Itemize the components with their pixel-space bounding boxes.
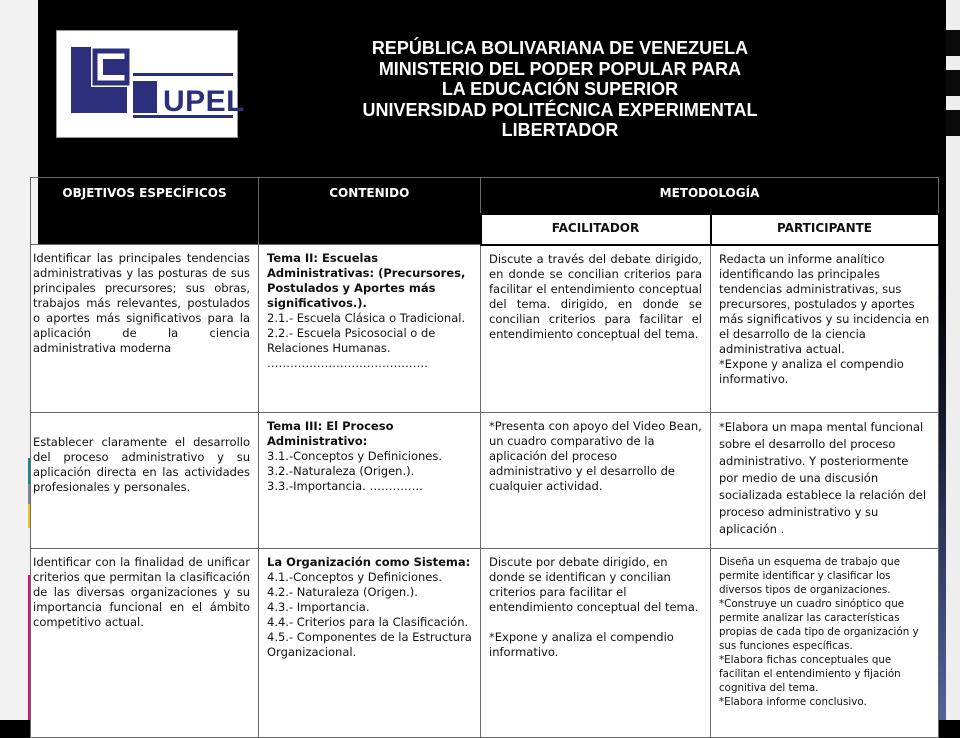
contenido-item: 4.5.- Componentes de la Estructura Organizacional.: [267, 630, 472, 659]
logo-emblem-icon: [57, 31, 237, 137]
contenido-cell: [259, 549, 481, 738]
contenido-cell: [259, 413, 481, 549]
participante-cell: *Elabora un mapa mental funcional sobre el desarrollo del proceso administrativo. Y posteriormente por medio de una discusión socializada establece la relación del proceso administrativo y su aplicación .: [711, 413, 939, 549]
contenido-item: 4.2.- Naturaleza (Origen.).: [267, 585, 418, 599]
contenido-item: ……………………………………: [267, 356, 428, 370]
participante-cell: [711, 245, 939, 413]
contenido-item: 3.3.-Importancia. …………..: [267, 479, 423, 493]
contenido-item: 3.2.-Naturaleza (Origen.).: [267, 464, 415, 478]
table-row: [31, 549, 939, 738]
participante-item: *Elabora fichas conceptuales que facilitan el entendimiento y fijación cognitiva del tema.: [719, 654, 901, 694]
institution-header: [290, 38, 830, 141]
contenido-item: 4.4.- Criterios para la Clasificación.: [267, 615, 469, 629]
participante-item: *Elabora informe conclusivo.: [719, 696, 867, 708]
contenido-title: La Organización como Sistema:: [267, 555, 471, 569]
participante-cell: [711, 549, 939, 738]
header-line-5: LIBERTADOR: [501, 120, 619, 140]
header-facilitador: FACILITADOR: [481, 214, 711, 245]
table-row: [31, 245, 939, 413]
table-row: [31, 413, 939, 549]
contenido-item: 2.1.- Escuela Clásica o Tradicional.: [267, 311, 466, 325]
facilitador-cell: *Presenta con apoyo del Video Bean, un cuadro comparativo de la aplicación del proceso administrativo y el desarrollo de cualquier actividad.: [481, 413, 711, 549]
contenido-title: Tema III: El Proceso Administrativo:: [267, 419, 394, 448]
course-plan-table: [30, 177, 940, 738]
header-line-3: LA EDUCACIÓN SUPERIOR: [441, 79, 679, 99]
contenido-item: 4.3.- Importancia.: [267, 600, 370, 614]
facilitador-item: *Expone y analiza el compendio informativo.: [489, 630, 674, 659]
participante-item: Redacta un informe analítico identificando las principales tendencias administrativas, sus precursores, postulados y aportes más significativos y su incidencia en el desarrollo de la ciencia administrativa actual.: [719, 251, 930, 356]
participante-item: Diseña un esquema de trabajo que permite identificar y clasificar los diversos tipos de organizaciones.: [719, 556, 901, 596]
objetivo-cell: Establecer claramente el desarrollo del proceso administrativo y su aplicación directa en las actividades profesionales y personales.: [31, 413, 259, 549]
right-decorative-edge: [946, 0, 960, 720]
header-objetivos: OBJETIVOS ESPECÍFICOS: [31, 178, 259, 245]
participante-item: *Expone y analiza el compendio informativo.: [719, 356, 904, 386]
contenido-item: 2.2.- Escuela Psicosocial o de Relaciones Humanas.: [267, 326, 436, 355]
contenido-title: Tema II: Escuelas Administrativas: (Precursores, Postulados y Aportes más significativos.).: [267, 251, 466, 310]
contenido-cell: [259, 245, 481, 413]
header-participante: PARTICIPANTE: [711, 214, 939, 245]
header-line-4: UNIVERSIDAD POLITÉCNICA EXPERIMENTAL: [362, 99, 758, 120]
header-line-2: MINISTERIO DEL PODER POPULAR PARA: [378, 58, 742, 79]
header-contenido: CONTENIDO: [259, 178, 481, 245]
objetivo-cell: Identificar las principales tendencias administrativas y las posturas de sus principales precursores; sus obras, trabajos más relevantes, postulados o aportes más significativos para la aplicación de la ciencia administrativa moderna: [31, 245, 259, 413]
facilitador-item: Discute por debate dirigido, en donde se identifican y concilian criterios para facilitar el entendimiento conceptual del tema.: [489, 555, 699, 614]
header-metodologia: METODOLOGÍA: [481, 178, 939, 214]
upel-logo: [56, 30, 246, 138]
contenido-item: 4.1.-Conceptos y Definiciones.: [267, 570, 443, 584]
header-line-1: REPÚBLICA BOLIVARIANA DE VENEZUELA: [371, 38, 749, 58]
contenido-item: 3.1.-Conceptos y Definiciones.: [267, 449, 443, 463]
facilitador-cell: Discute a través del debate dirigido, en donde se concilian criterios para facilitar el entendimiento conceptual del tema. dirigido, en donde se concilian criterios para facilitar el entendimiento conceptual del tema.: [481, 245, 711, 413]
participante-item: *Construye un cuadro sinóptico que permite analizar las características propias de cada tipo de organización y sus funciones específicas.: [719, 598, 919, 652]
objetivo-cell: Identificar con la finalidad de unificar criterios que permitan la clasificación de las diversas organizaciones y su importancia funcional en el ámbito competitivo actual.: [31, 549, 259, 738]
facilitador-cell: [481, 549, 711, 738]
logo-text: UPEL: [163, 85, 246, 118]
